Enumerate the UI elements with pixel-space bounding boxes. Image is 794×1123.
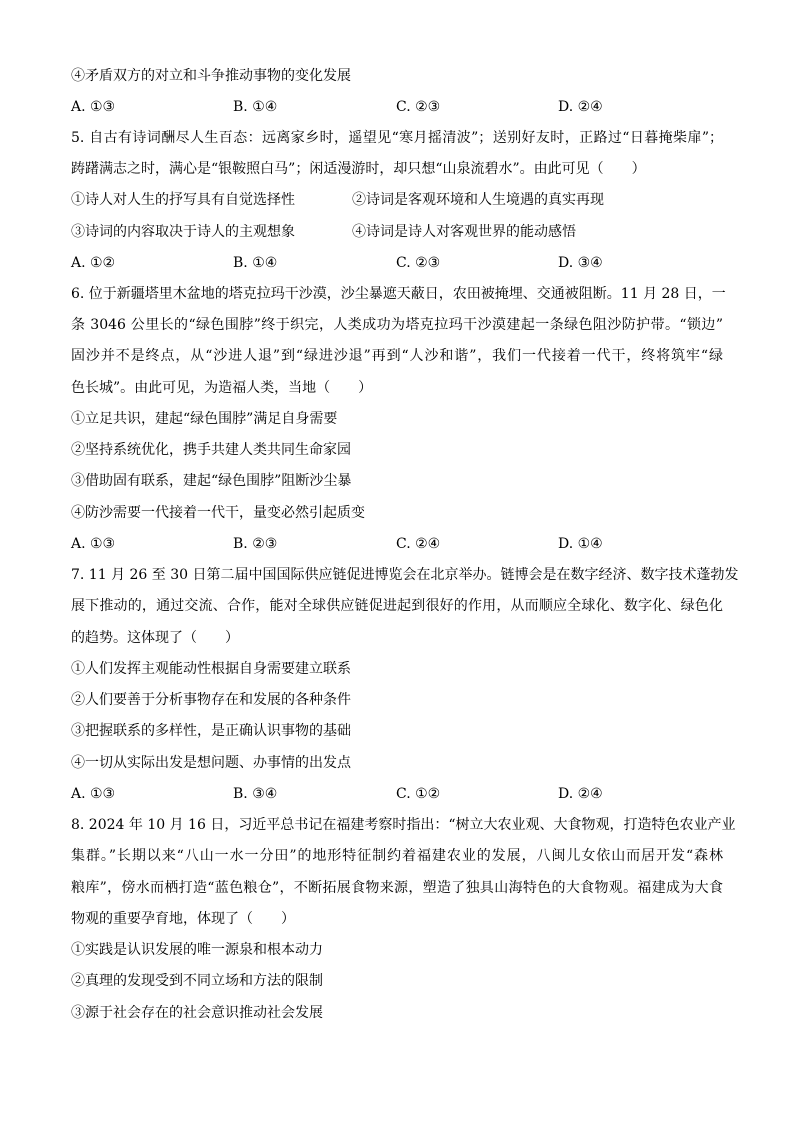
question-7-line-2: 展下推动的，通过交流、合作，能对全球供应链促进起到很好的作用，从而顺应全球化、数字化、绿色化 bbox=[71, 598, 723, 614]
option-q6-c: C. ②④ bbox=[396, 536, 441, 552]
option-q6-a: A. ①③ bbox=[71, 536, 116, 552]
question-8-line-2: 集群。”长期以来“八山一水一分田”的地形特征制约着福建农业的发展，八闽儿女依山而居开发“森林 bbox=[71, 848, 723, 864]
statement-q4-4: ④矛盾双方的对立和斗争推动事物的变化发展 bbox=[71, 68, 351, 84]
question-5-line-2: 踌躇满志之时，满心是“银鞍照白马”；闲适漫游时，却只想“山泉流碧水”。由此可见（ ） bbox=[71, 161, 646, 177]
statement-q5-4: ④诗词是诗人对客观世界的能动感悟 bbox=[352, 224, 576, 240]
option-q5-d: D. ③④ bbox=[558, 255, 603, 271]
question-6-line-3: 固沙并不是终点，从“沙进人退”到“绿进沙退”再到“人沙和谐”，我们一代接着一代干，终将筑牢“绿 bbox=[71, 348, 723, 364]
option-q7-b: B. ③④ bbox=[233, 786, 278, 802]
statement-q6-1: ①立足共识，建起“绿色围脖”满足自身需要 bbox=[71, 411, 338, 427]
question-8-line-3: 粮库”，傍水而栖打造“蓝色粮仓”，不断拓展食物来源，塑造了独具山海特色的大食物观。福建成为大食 bbox=[71, 880, 723, 896]
question-6-line-4: 色长城”。由此可见，为造福人类，当地（ ） bbox=[71, 380, 373, 396]
statement-q6-3: ③借助固有联系，建起“绿色围脖”阻断沙尘暴 bbox=[71, 473, 352, 489]
question-7-line-3: 的趋势。这体现了（ ） bbox=[71, 630, 239, 646]
question-8-line-4: 物观的重要孕育地，体现了（ ） bbox=[71, 911, 295, 927]
question-8-line-1: 8. 2024 年 10 月 16 日，习近平总书记在福建考察时指出：“树立大农业观、大食物观，打造特色农业产业 bbox=[71, 817, 736, 833]
statement-q8-2: ②真理的发现受到不同立场和方法的限制 bbox=[71, 973, 323, 989]
option-q6-b: B. ②③ bbox=[233, 536, 278, 552]
option-q4-c: C. ②③ bbox=[396, 99, 441, 115]
question-5-line-1: 5. 自古有诗词酬尽人生百态：远离家乡时，遥望见“寒月摇清波”；送别好友时，正路过“日暮掩柴扉”； bbox=[71, 130, 723, 146]
statement-q7-4: ④一切从实际出发是想问题、办事情的出发点 bbox=[71, 755, 351, 771]
statement-q8-1: ①实践是认识发展的唯一源泉和根本动力 bbox=[71, 942, 323, 958]
statement-q5-3: ③诗词的内容取决于诗人的主观想象 bbox=[71, 224, 295, 240]
option-q5-b: B. ①④ bbox=[233, 255, 278, 271]
option-q7-d: D. ②④ bbox=[558, 786, 603, 802]
statement-q7-3: ③把握联系的多样性，是正确认识事物的基础 bbox=[71, 723, 351, 739]
option-q7-c: C. ①② bbox=[396, 786, 441, 802]
option-q6-d: D. ①④ bbox=[558, 536, 603, 552]
option-q5-a: A. ①② bbox=[71, 255, 116, 271]
option-q4-b: B. ①④ bbox=[233, 99, 278, 115]
option-q7-a: A. ①③ bbox=[71, 786, 116, 802]
statement-q8-3: ③源于社会存在的社会意识推动社会发展 bbox=[71, 1005, 323, 1021]
option-q4-a: A. ①③ bbox=[71, 99, 116, 115]
statement-q7-2: ②人们要善于分析事物存在和发展的各种条件 bbox=[71, 692, 351, 708]
question-7-line-1: 7. 11 月 26 至 30 日第二届中国国际供应链促进博览会在北京举办。链博会是在数字经济、数字技术蓬勃发 bbox=[71, 567, 739, 583]
statement-q5-2: ②诗词是客观环境和人生境遇的真实再现 bbox=[352, 192, 604, 208]
question-6-line-2: 条 3046 公里长的“绿色围脖”终于织完，人类成功为塔克拉玛干沙漠建起一条绿色阻沙防护带。“锁边” bbox=[71, 317, 723, 333]
option-q4-d: D. ②④ bbox=[558, 99, 603, 115]
statement-q7-1: ①人们发挥主观能动性根据自身需要建立联系 bbox=[71, 661, 351, 677]
question-6-line-1: 6. 位于新疆塔里木盆地的塔克拉玛干沙漠，沙尘暴遮天蔽日，农田被掩埋、交通被阻断。11 月 28 日，一 bbox=[71, 286, 726, 302]
statement-q6-2: ②坚持系统优化，携手共建人类共同生命家园 bbox=[71, 442, 351, 458]
statement-q6-4: ④防沙需要一代接着一代干，量变必然引起质变 bbox=[71, 505, 365, 521]
option-q5-c: C. ②③ bbox=[396, 255, 441, 271]
statement-q5-1: ①诗人对人生的抒写具有自觉选择性 bbox=[71, 192, 295, 208]
